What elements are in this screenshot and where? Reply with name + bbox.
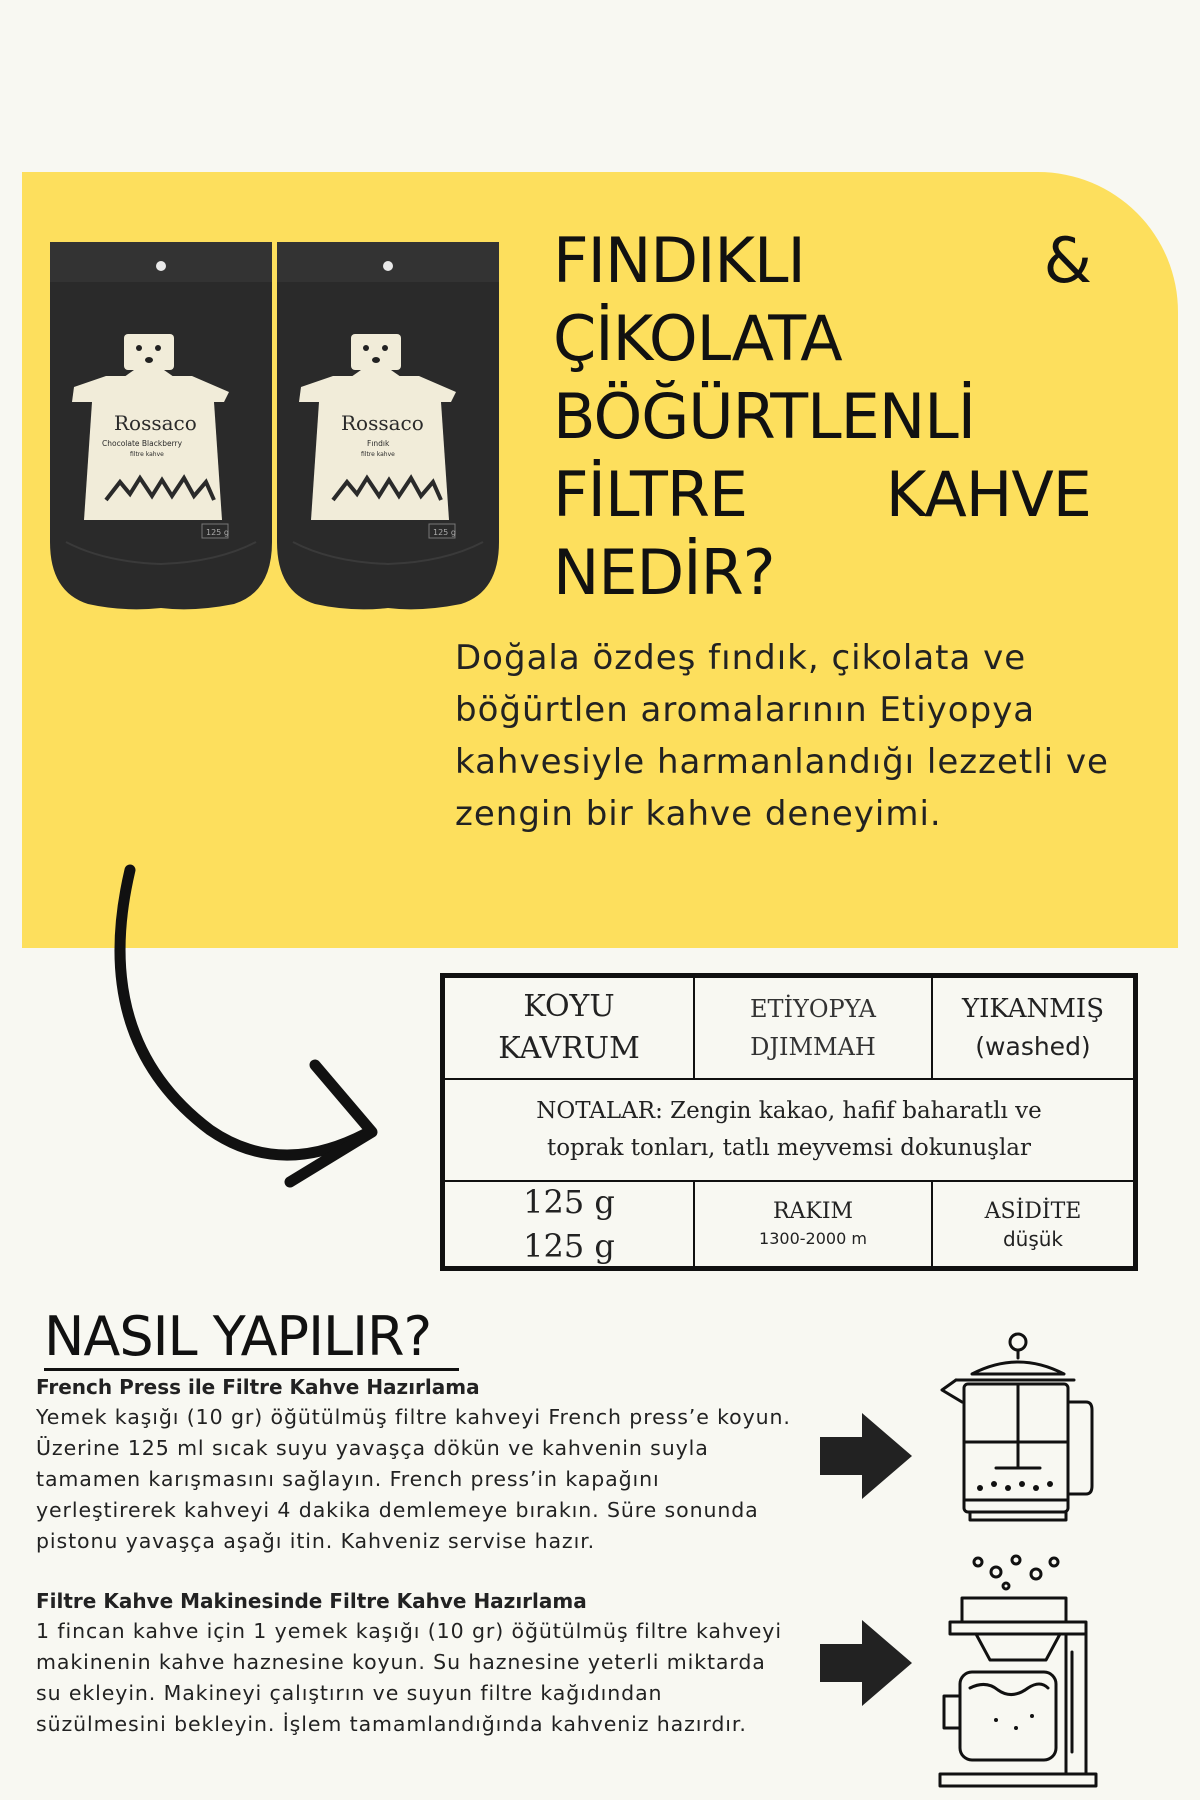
headline-word: FINDIKLI xyxy=(553,224,805,297)
weight-line-1: 125 g xyxy=(523,1183,615,1221)
spec-row-top xyxy=(445,978,1133,1080)
right-arrow-icon xyxy=(820,1413,912,1499)
process-line-1: YIKANMIŞ xyxy=(961,994,1105,1024)
origin-cell xyxy=(695,978,933,1078)
headline-line-3 xyxy=(553,378,1091,456)
method-body: Yemek kaşığı (10 gr) öğütülmüş filtre kahveyi French press’e koyun. Üzerine 125 ml sıcak suyu yavaşça dökün ve kahvenin suyla tamamen karışmasını sağlayın. French press’in kapağını yerleştirerek kahveyi 4 dakika demlemeye bırakın. Süre sonunda pistonu yavaşça aşağı itin. Kahveniz servise hazır. xyxy=(36,1405,791,1553)
roast-line-2: KAVRUM xyxy=(498,1031,640,1066)
headline-word: BÖĞÜRTLENLİ xyxy=(553,380,976,453)
headline-line-5 xyxy=(553,534,1091,612)
headline-line-2 xyxy=(553,300,1091,378)
roast-cell xyxy=(445,978,695,1078)
title-underline xyxy=(44,1368,459,1371)
process-line-2: (washed) xyxy=(975,1032,1091,1061)
altitude-cell xyxy=(695,1182,933,1266)
intro-text: Doğala özdeş fındık, çikolata ve böğürtlen aromalarının Etiyopya kahvesiyle harmanlandığı lezzetli ve zengin bir kahve deneyimi. xyxy=(455,638,1109,834)
tasting-notes xyxy=(445,1080,1133,1180)
french-press-icon xyxy=(936,1332,1100,1524)
headline-line-4 xyxy=(553,456,1091,534)
weight-cell xyxy=(445,1182,695,1266)
bag-flavor-2: Fındık xyxy=(367,439,390,448)
acidity-label: ASİDİTE xyxy=(984,1199,1082,1224)
method-title: French Press ile Filtre Kahve Hazırlama xyxy=(36,1375,480,1399)
origin-line-1: ETİYOPYA xyxy=(750,995,876,1023)
coffee-bag-image xyxy=(44,242,278,612)
process-cell xyxy=(933,978,1133,1078)
bag-type-2: filtre kahve xyxy=(361,451,395,458)
method-title: Filtre Kahve Makinesinde Filtre Kahve Hazırlama xyxy=(36,1589,587,1613)
headline-word: FİLTRE xyxy=(553,458,748,531)
bag-weight-2: 125 g xyxy=(433,528,456,537)
spec-row-bottom xyxy=(445,1182,1133,1266)
origin-line-2: DJIMMAH xyxy=(750,1033,876,1061)
notes-line-1: NOTALAR: Zengin kakao, hafif baharatlı ve xyxy=(536,1098,1042,1124)
bag-brand-2: Rossaco xyxy=(341,411,424,435)
headline-line-1 xyxy=(553,222,1091,300)
method-french-press xyxy=(36,1372,796,1557)
product-bag-findik xyxy=(271,242,505,612)
coffee-maker-icon xyxy=(936,1552,1100,1794)
altitude-label: RAKIM xyxy=(772,1199,854,1224)
acidity-value: düşük xyxy=(1002,1227,1064,1251)
weight-line-2: 125 g xyxy=(523,1227,615,1265)
method-body: 1 fincan kahve için 1 yemek kaşığı (10 gr) öğütülmüş filtre kahveyi makinenin kahve haznesine koyun. Su haznesine yeterli miktarda su ekleyin. Makineyi çalıştırın ve suyun filtre kağıdından süzülmesini bekleyin. İşlem tamamlandığında kahveniz hazırdır. xyxy=(36,1619,782,1736)
bag-flavor-1: Chocolate Blackberry xyxy=(102,439,183,448)
coffee-bag-image xyxy=(271,242,505,612)
right-arrow-icon xyxy=(820,1620,912,1706)
spec-table xyxy=(440,973,1138,1271)
page-headline xyxy=(553,222,1091,612)
headline-word: NEDİR? xyxy=(553,536,775,609)
notes-line-2: toprak tonları, tatlı meyvemsi dokunuşlar xyxy=(546,1135,1032,1161)
bag-type-1: filtre kahve xyxy=(130,451,164,458)
spec-row-notes xyxy=(445,1080,1133,1182)
how-to-title: NASIL YAPILIR? xyxy=(44,1305,432,1368)
acidity-cell xyxy=(933,1182,1133,1266)
headline-word: & xyxy=(1043,224,1091,297)
roast-line-1: KOYU xyxy=(523,989,615,1024)
altitude-value: 1300-2000 m xyxy=(759,1229,867,1248)
bag-weight-1: 125 g xyxy=(206,528,229,537)
headline-word: ÇİKOLATA xyxy=(553,302,842,375)
bag-brand-1: Rossaco xyxy=(114,411,197,435)
headline-word: KAHVE xyxy=(885,458,1091,531)
product-bag-chocolate-blackberry xyxy=(44,242,278,612)
method-coffee-maker xyxy=(36,1586,796,1740)
curved-arrow-icon xyxy=(100,860,420,1200)
